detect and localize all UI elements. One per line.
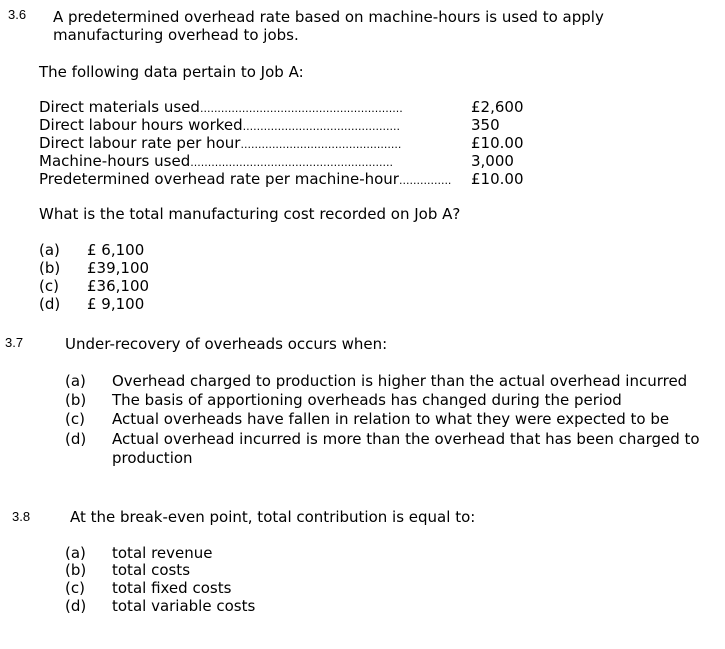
q36-stem-line2: manufacturing overhead to jobs.	[53, 26, 299, 44]
leader-dots: ...............	[398, 174, 452, 187]
option-text: Actual overhead incurred is more than the overhead that has been charged to	[112, 430, 700, 448]
option-text: total variable costs	[112, 597, 256, 615]
option-letter: (a)	[65, 544, 86, 562]
data-row-label: Predetermined overhead rate per machine-hour	[39, 170, 399, 188]
data-row-label: Direct materials used	[39, 98, 200, 116]
option-letter: (c)	[65, 579, 85, 597]
option-text: The basis of apportioning overheads has changed during the period	[112, 391, 622, 409]
data-row-value: 350	[471, 116, 500, 134]
option-letter: (d)	[39, 295, 61, 313]
option-letter: (b)	[65, 561, 87, 579]
option-text: Overhead charged to production is higher than the actual overhead incurred	[112, 372, 688, 390]
leader-dots: ..........................................................	[190, 156, 394, 169]
q36-stem-line1: A predetermined overhead rate based on machine-hours is used to apply	[53, 8, 604, 26]
option-letter: (c)	[65, 410, 85, 428]
q38-question: At the break-even point, total contribution is equal to:	[70, 508, 476, 526]
option-letter: (b)	[39, 259, 61, 277]
option-text: total costs	[112, 561, 191, 579]
option-text: £ 6,100	[87, 241, 145, 259]
data-row-value: £10.00	[471, 134, 524, 152]
option-letter: (a)	[65, 372, 86, 390]
leader-dots: ..........................................................	[199, 102, 403, 115]
option-text-continuation: production	[112, 449, 193, 467]
option-letter: (d)	[65, 597, 87, 615]
q37-question: Under-recovery of overheads occurs when:	[65, 335, 388, 353]
option-text: £36,100	[87, 277, 150, 295]
option-text: Actual overheads have fallen in relation to what they were expected to be	[112, 410, 670, 428]
question-number-3-7: 3.7	[5, 335, 24, 350]
q36-question: What is the total manufacturing cost recorded on Job A?	[39, 205, 461, 223]
leader-dots: .............................................	[242, 120, 400, 133]
data-row-value: 3,000	[471, 152, 514, 170]
option-letter: (c)	[39, 277, 59, 295]
option-text: £ 9,100	[87, 295, 145, 313]
data-row-label: Direct labour hours worked	[39, 116, 243, 134]
option-text: £39,100	[87, 259, 150, 277]
data-row-label: Machine-hours used	[39, 152, 191, 170]
option-letter: (a)	[39, 241, 60, 259]
data-row-value: £2,600	[471, 98, 524, 116]
q36-intro: The following data pertain to Job A:	[39, 63, 304, 81]
option-letter: (d)	[65, 430, 87, 448]
leader-dots: ..............................................	[240, 138, 402, 151]
data-row-label: Direct labour rate per hour	[39, 134, 241, 152]
data-row-value: £10.00	[471, 170, 524, 188]
option-text: total fixed costs	[112, 579, 232, 597]
option-text: total revenue	[112, 544, 213, 562]
question-number-3-6: 3.6	[8, 7, 27, 22]
option-letter: (b)	[65, 391, 87, 409]
question-number-3-8: 3.8	[12, 509, 31, 524]
